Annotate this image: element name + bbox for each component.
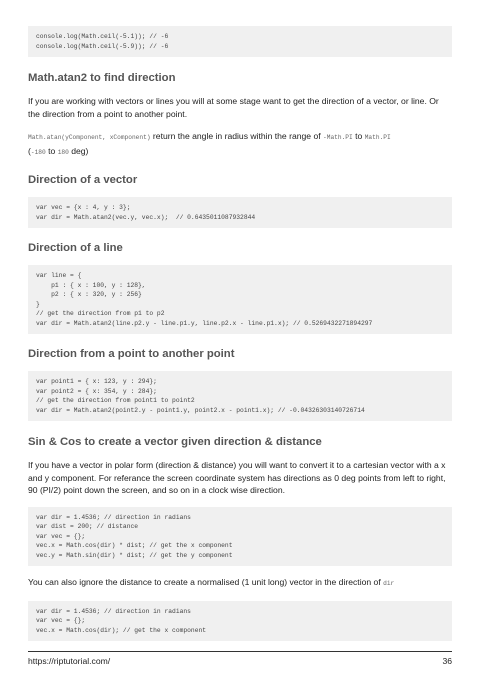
inline-code-pi: Math.PI bbox=[364, 134, 391, 141]
heading-sin-cos: Sin & Cos to create a vector given direction & distance bbox=[28, 436, 322, 448]
paragraph-normalised bbox=[28, 576, 452, 591]
inline-code-neg-pi: -Math.PI bbox=[323, 134, 353, 141]
text-range-5: deg) bbox=[68, 145, 89, 156]
inline-code-180: 180 bbox=[57, 148, 69, 156]
heading-direction-point: Direction from a point to another point bbox=[28, 348, 235, 360]
paragraph-atan2-intro: If you are working with vectors or lines you will at some stage want to get the direction of a vector, or line. Or the direction from a point to another point. bbox=[28, 96, 439, 119]
paragraph-atan2-range bbox=[28, 130, 452, 159]
inline-code-dir: dir bbox=[383, 580, 395, 587]
text-range-1: return the angle in radius within the range of bbox=[150, 131, 324, 141]
footer-url-link[interactable]: https://riptutorial.com/ bbox=[28, 656, 111, 666]
code-block-ceil: console.log(Math.ceil(-5.1)); // -6 console.log(Math.ceil(-5.9)); // -6 bbox=[28, 26, 452, 57]
code-block-vector: var vec = {x : 4, y : 3}; var dir = Math.atan2(vec.y, vec.x); // 0.6435011087932844 bbox=[28, 197, 452, 228]
text-range-3: ( bbox=[28, 145, 31, 156]
heading-direction-line: Direction of a line bbox=[28, 242, 123, 254]
page-footer bbox=[28, 651, 452, 666]
text-range-2: to bbox=[352, 131, 365, 141]
inline-code-neg-180: -180 bbox=[30, 148, 46, 156]
text-normalised: You can also ignore the distance to create a normalised (1 unit long) vector in the direction of bbox=[28, 577, 384, 587]
heading-atan2: Math.atan2 to find direction bbox=[28, 72, 176, 84]
code-block-sin-cos: var dir = 1.4536; // direction in radians var dist = 200; // distance var vec = {}; vec.x = Math.cos(dir) * dist; // get the x component vec.y = Math.sin(dir) * dist; // get the y component bbox=[28, 507, 452, 567]
code-block-point: var point1 = { x: 123, y : 294}; var point2 = { x: 354, y : 284}; // get the direction from point1 to point2 var dir = Math.atan2(point2.y - point1.y, point2.x - point1.x); // -0.04326303140726714 bbox=[28, 371, 452, 421]
page-number: 36 bbox=[442, 656, 452, 666]
inline-code-math-atan: Math.atan(yComponent, xComponent) bbox=[28, 134, 151, 141]
code-block-normalised: var dir = 1.4536; // direction in radians var vec = {}; vec.x = Math.cos(dir); // get the x component bbox=[28, 601, 452, 642]
code-block-line: var line = { p1 : { x : 100, y : 128}, p2 : { x : 320, y : 256} } // get the direction from p1 to p2 var dir = Math.atan2(line.p2.y - line.p1.y, line.p2.x - line.p1.x); // 0.5269432271894297 bbox=[28, 265, 452, 334]
text-range-4: to bbox=[45, 145, 58, 156]
heading-direction-vector: Direction of a vector bbox=[28, 174, 138, 186]
paragraph-sin-cos: If you have a vector in polar form (direction & distance) you will want to convert it to a cartesian vector with a x and y component. For referance the screen coordinate system has directions as 0 deg points from left to right, 90 (PI/2) point down the screen, and so on in a clock wise direction. bbox=[28, 460, 446, 495]
page-content bbox=[28, 26, 452, 641]
